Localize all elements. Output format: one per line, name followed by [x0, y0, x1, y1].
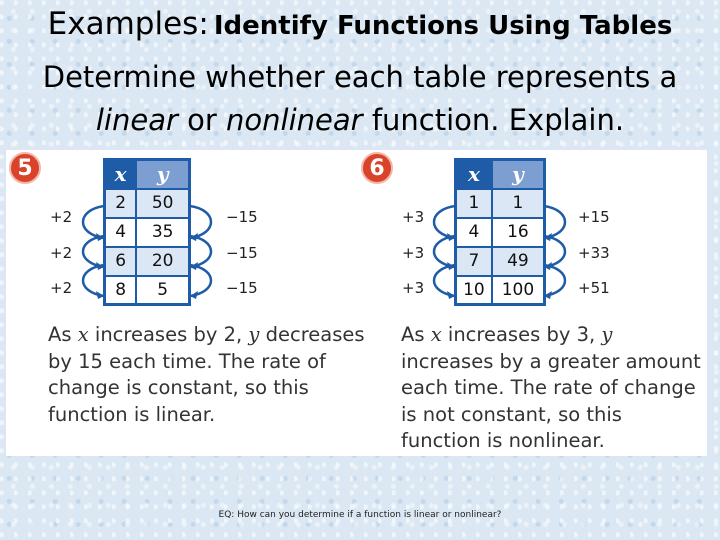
table-cell: 50 — [136, 189, 189, 218]
table-cell: 8 — [105, 276, 137, 305]
table-cell: 1 — [492, 189, 545, 218]
table-cell: 20 — [136, 247, 189, 276]
change-label: +2 — [50, 279, 73, 297]
expl-text: decreases by 15 each time. The rate of change is constant, so this function is linear. — [48, 323, 365, 426]
expl-text: increases by 2, — [88, 323, 249, 346]
table-cell: 7 — [456, 247, 492, 276]
left-arc-5-2 — [83, 236, 104, 267]
change-label: −15 — [226, 208, 258, 226]
change-label: −15 — [226, 244, 258, 262]
table-cell: 2 — [105, 189, 137, 218]
expl-var: x — [430, 323, 442, 346]
right-arc-6-3 — [544, 265, 565, 296]
subtitle-line-1: Determine whether each table represents a — [42, 60, 678, 94]
title-main: Examples: — [47, 6, 209, 42]
example-5-badge: 5 — [9, 152, 41, 184]
table-cell: 35 — [136, 218, 189, 247]
subtitle-rest: function. Explain. — [371, 103, 625, 137]
expl-var: y — [248, 323, 260, 346]
slide-title — [0, 6, 720, 42]
expl-var: y — [601, 323, 613, 346]
word-or: or — [187, 103, 217, 137]
right-arc-6-2 — [544, 236, 565, 267]
table-cell: 16 — [492, 218, 545, 247]
table-cell: 6 — [105, 247, 137, 276]
left-arc-6-1 — [434, 206, 455, 238]
right-arc-5-2 — [190, 236, 211, 267]
example-6-explanation — [401, 322, 701, 455]
change-label: +2 — [50, 208, 73, 226]
left-arc-6-2 — [434, 236, 455, 267]
x-header: x — [456, 160, 492, 189]
table-cell: 10 — [456, 276, 492, 305]
title-sub: Identify Functions Using Tables — [213, 11, 673, 41]
change-label: +3 — [402, 244, 425, 262]
expl-var: x — [77, 323, 89, 346]
left-arc-5-3 — [83, 265, 104, 296]
table-cell: 100 — [492, 276, 545, 305]
examples-panel — [6, 150, 707, 456]
change-label: +15 — [578, 208, 610, 226]
y-header: y — [492, 160, 545, 189]
right-arc-6-1 — [544, 206, 565, 238]
example-6-badge: 6 — [361, 152, 393, 184]
table-cell: 4 — [456, 218, 492, 247]
x-header: x — [105, 160, 137, 189]
left-arc-5-1 — [83, 206, 104, 238]
y-header: y — [136, 160, 189, 189]
essential-question: EQ: How can you determine if a function is linear or nonlinear? — [218, 510, 502, 520]
table-cell: 5 — [136, 276, 189, 305]
change-label: +2 — [50, 244, 73, 262]
right-arc-5-3 — [190, 265, 211, 296]
table-cell: 4 — [105, 218, 137, 247]
subtitle-line-2 — [0, 99, 720, 142]
change-label: +51 — [578, 279, 610, 297]
word-nonlinear: nonlinear — [226, 103, 363, 137]
expl-text: increases by 3, — [441, 323, 602, 346]
change-label: +33 — [578, 244, 610, 262]
slide-subtitle — [0, 56, 720, 142]
example-5-explanation — [48, 322, 368, 428]
right-arc-5-1 — [190, 206, 211, 238]
expl-text: increases by a greater amount each time. The rate of change is not constant, so this function is nonlinear. — [401, 349, 701, 452]
expl-text: As — [48, 323, 78, 346]
table-cell: 49 — [492, 247, 545, 276]
table-cell: 1 — [456, 189, 492, 218]
expl-text: As — [401, 323, 431, 346]
change-label: −15 — [226, 279, 258, 297]
left-arc-6-3 — [434, 265, 455, 296]
example-6-table — [454, 158, 546, 306]
change-label: +3 — [402, 208, 425, 226]
word-linear: linear — [95, 103, 178, 137]
change-label: +3 — [402, 279, 425, 297]
